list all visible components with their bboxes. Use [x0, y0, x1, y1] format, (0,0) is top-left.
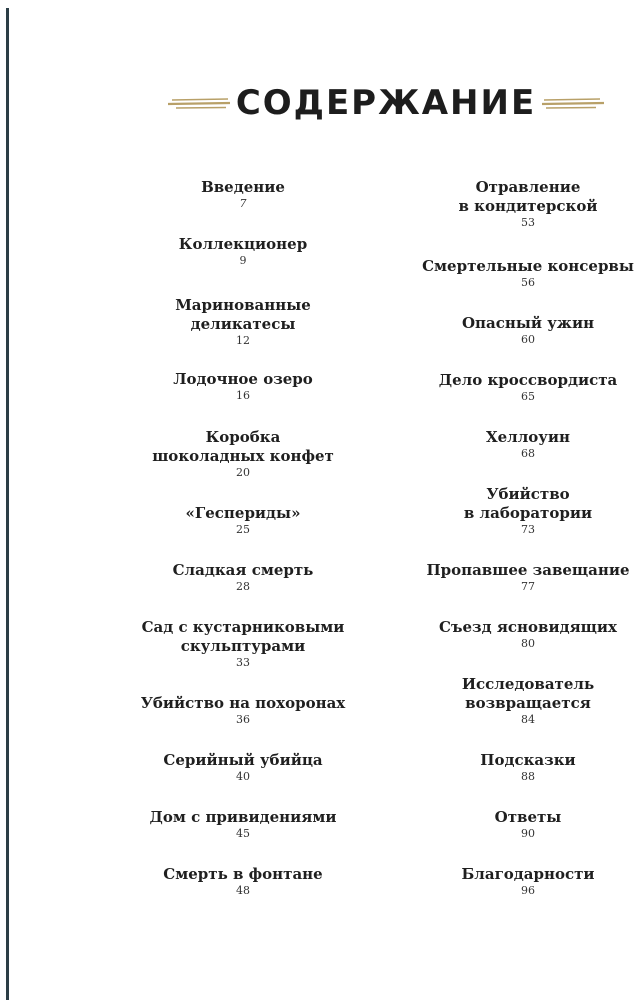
toc-entry-title: Введение	[201, 178, 285, 196]
toc-entry[interactable]	[410, 371, 634, 404]
toc-entry-title: Съезд ясновидящих	[439, 618, 617, 636]
toc-entry-title: Лодочное озеро	[173, 370, 313, 388]
toc-entry[interactable]	[125, 618, 361, 670]
toc-entry[interactable]	[125, 865, 361, 898]
toc-entry-title: шоколадных конфет	[152, 447, 334, 465]
toc-entry-title: Коллекционер	[178, 235, 308, 253]
toc-entry-title: Подсказки	[480, 751, 576, 769]
toc-entry-title: «Геспериды»	[185, 504, 301, 522]
toc-entry-title: в кондитерской	[458, 197, 598, 215]
toc-entry-page-number: 9	[239, 254, 247, 267]
toc-entry[interactable]	[410, 178, 634, 230]
toc-entry-page-number: 25	[236, 523, 250, 536]
toc-entry-title: Серийный убийца	[163, 751, 323, 769]
toc-entry-title: Убийство	[486, 485, 570, 503]
toc-entry-title: Отравление	[475, 178, 581, 196]
toc-entry-title: Опасный ужин	[461, 314, 595, 332]
toc-entry[interactable]	[125, 694, 361, 727]
toc-entry-page-number: 20	[236, 466, 250, 479]
toc-entry-page-number: 36	[236, 713, 250, 726]
toc-entry-page-number: 77	[521, 580, 535, 593]
toc-entry-page-number: 88	[521, 770, 535, 783]
toc-entry[interactable]	[125, 561, 361, 594]
toc-entry[interactable]	[125, 751, 361, 784]
toc-entry-page-number: 28	[236, 580, 250, 593]
page-spine-line	[6, 8, 9, 1000]
toc-entry[interactable]	[125, 808, 361, 841]
toc-entry-title: Благодарности	[461, 865, 595, 883]
toc-entry[interactable]	[410, 675, 634, 727]
toc-entry-page-number: 45	[236, 827, 250, 840]
toc-entry[interactable]	[410, 428, 634, 461]
toc-entry-page-number: 40	[236, 770, 250, 783]
toc-entry-title: в лаборатории	[463, 504, 593, 522]
toc-entry[interactable]	[410, 314, 634, 347]
toc-entry-page-number: 12	[236, 334, 250, 347]
toc-entry[interactable]	[125, 504, 361, 537]
toc-entry-page-number: 7	[239, 197, 247, 210]
toc-entry-title: Дом с привидениями	[149, 808, 337, 826]
toc-entry-title: Дело кроссвордиста	[438, 371, 618, 389]
toc-entry[interactable]	[410, 485, 634, 537]
toc-entry-page-number: 90	[521, 827, 535, 840]
toc-entry-page-number: 96	[521, 884, 535, 897]
toc-entry-page-number: 53	[521, 216, 535, 229]
toc-entry-title: Смертельные консервы	[422, 257, 634, 275]
toc-entry-title: Ответы	[494, 808, 562, 826]
toc-entry-title: деликатесы	[190, 315, 296, 333]
toc-entry[interactable]	[410, 865, 634, 898]
toc-entry[interactable]	[410, 808, 634, 841]
toc-entry-title: Коробка	[205, 428, 281, 446]
toc-entry-page-number: 56	[521, 276, 535, 289]
toc-entry-page-number: 73	[521, 523, 535, 536]
toc-entry-title: возвращается	[465, 694, 591, 712]
toc-entry-title: Хеллоуин	[485, 428, 571, 446]
toc-entry-title: Исследователь	[461, 675, 595, 693]
toc-entry[interactable]	[125, 370, 361, 403]
toc-entry-title: Сладкая смерть	[172, 561, 314, 579]
toc-entry[interactable]	[125, 178, 361, 211]
toc-entry[interactable]	[410, 618, 634, 651]
toc-entry-title: Смерть в фонтане	[163, 865, 323, 883]
toc-entry[interactable]	[125, 296, 361, 348]
toc-entry-title: скульптурами	[180, 637, 306, 655]
toc-entry-title: Убийство на похоронах	[140, 694, 346, 712]
toc-entry-page-number: 33	[236, 656, 250, 669]
header	[0, 80, 634, 126]
toc-entry[interactable]	[125, 235, 361, 268]
toc-entry-title: Маринованные	[175, 296, 311, 314]
toc-entry-page-number: 60	[521, 333, 535, 346]
right-flourish-icon	[540, 94, 604, 114]
toc-entry-title: Сад с кустарниковыми	[141, 618, 345, 636]
toc-entry[interactable]	[410, 257, 634, 290]
toc-entry[interactable]	[410, 561, 634, 594]
toc-entry-page-number: 16	[236, 389, 250, 402]
toc-entry[interactable]	[410, 751, 634, 784]
page-title-text: СОДЕРЖАНИЕ	[235, 83, 537, 123]
page-title	[170, 80, 602, 126]
toc-entry-page-number: 65	[521, 390, 535, 403]
toc-entry-title: Пропавшее завещание	[426, 561, 630, 579]
toc-entry[interactable]	[125, 428, 361, 480]
toc-entry-page-number: 48	[236, 884, 250, 897]
toc-entry-page-number: 80	[521, 637, 535, 650]
toc-entry-page-number: 84	[521, 713, 535, 726]
toc-entry-page-number: 68	[521, 447, 535, 460]
